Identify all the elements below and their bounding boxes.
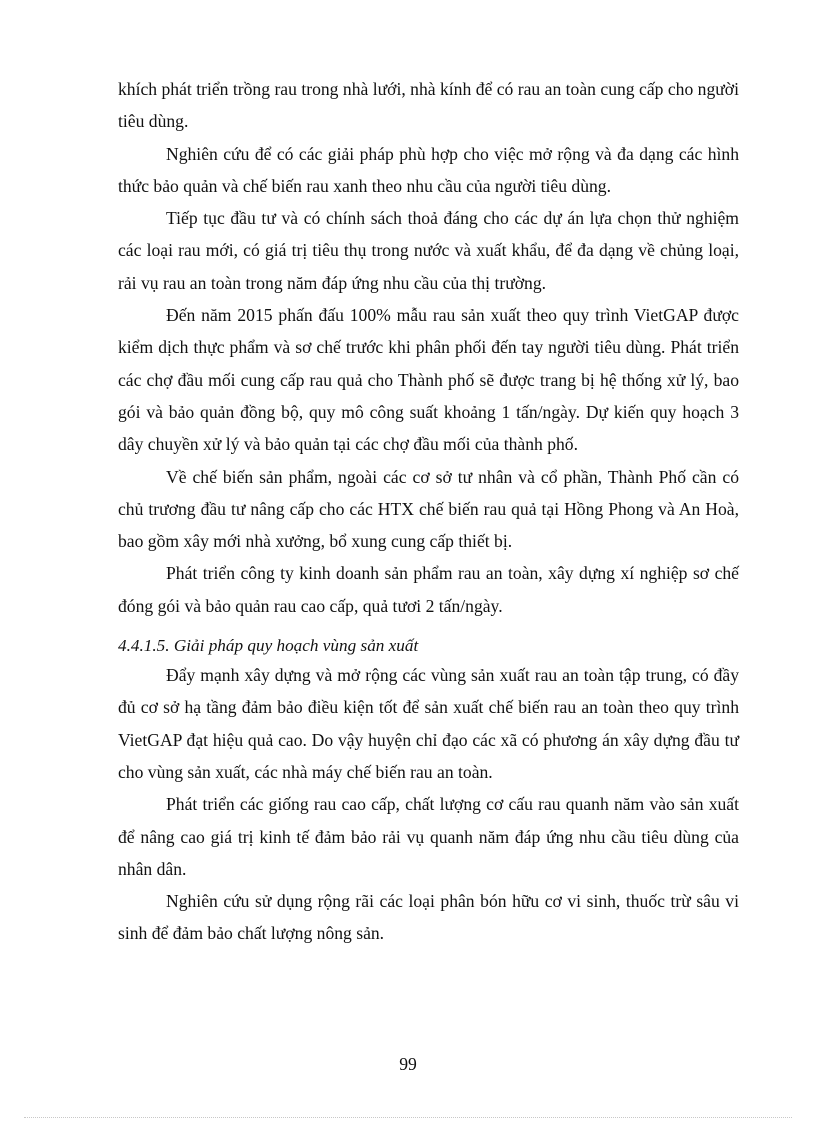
section-heading: 4.4.1.5. Giải pháp quy hoạch vùng sản xuất <box>118 636 419 656</box>
paragraph-organic-fertilizer: Nghiên cứu sử dụng rộng rãi các loại phân bón hữu cơ vi sinh, thuốc trừ sâu vi sinh để đảm bảo chất lượng nông sản. <box>118 891 739 944</box>
paragraph-high-quality-varieties: Phát triển các giống rau cao cấp, chất lượng cơ cấu rau quanh năm vào sản xuất để nâng cao giá trị kinh tế đảm bảo rải vụ quanh năm đáp ứng nhu cầu tiêu dùng của nhân dân. <box>118 794 739 879</box>
page-number: 99 <box>399 1054 417 1074</box>
paragraph-production-zones: Đẩy mạnh xây dựng và mở rộng các vùng sản xuất rau an toàn tập trung, có đầy đủ cơ sở hạ tầng đảm bảo điều kiện tốt để sản xuất chế biến rau an toàn theo quy trình VietGAP đạt hiệu quả cao. Do vậy huyện chỉ đạo các xã có phương án xây dựng đầu tư cho vùng sản xuất, các nhà máy chế biến rau an toàn. <box>118 665 739 782</box>
paragraph-research-preservation: Nghiên cứu để có các giải pháp phù hợp cho việc mở rộng và đa dạng các hình thức bảo quản và chế biến rau xanh theo nhu cầu của người tiêu dùng. <box>118 143 739 196</box>
paragraph-2015-target: Đến năm 2015 phấn đấu 100% mẫu rau sản xuất theo quy trình VietGAP được kiểm dịch thực phẩm và sơ chế trước khi phân phối đến tay người tiêu dùng. Phát triển các chợ đầu mối cung cấp rau quả cho Thành phố sẽ được trang bị hệ thống xử lý, bao gói và bảo quản đồng bộ, quy mô công suất khoảng 1 tấn/ngày. Dự kiến quy hoạch 3 dây chuyền xử lý và bảo quản tại các chợ đầu mối của thành phố. <box>118 305 739 455</box>
document-page <box>118 73 739 950</box>
paragraph-company-development: Phát triển công ty kinh doanh sản phẩm rau an toàn, xây dựng xí nghiệp sơ chế đóng gói và bảo quản rau cao cấp, quả tươi 2 tấn/ngày. <box>118 563 739 616</box>
paragraph-continued: khích phát triển trồng rau trong nhà lưới, nhà kính để có rau an toàn cung cấp cho người tiêu dùng. <box>118 79 739 132</box>
page-bottom-divider <box>24 1117 792 1118</box>
paragraph-processing: Về chế biến sản phẩm, ngoài các cơ sở tư nhân và cổ phần, Thành Phố cần có chủ trương đầu tư nâng cấp cho các HTX chế biến rau quả tại Hồng Phong và An Hoà, bao gồm xây mới nhà xưởng, bổ xung cung cấp thiết bị. <box>118 466 739 552</box>
paragraph-investment-policy: Tiếp tục đầu tư và có chính sách thoả đáng cho các dự án lựa chọn thử nghiệm các loại rau mới, có giá trị tiêu thụ trong nước và xuất khẩu, để đa dạng về chủng loại, rải vụ rau an toàn trong năm đáp ứng nhu cầu của thị trường. <box>118 208 739 293</box>
